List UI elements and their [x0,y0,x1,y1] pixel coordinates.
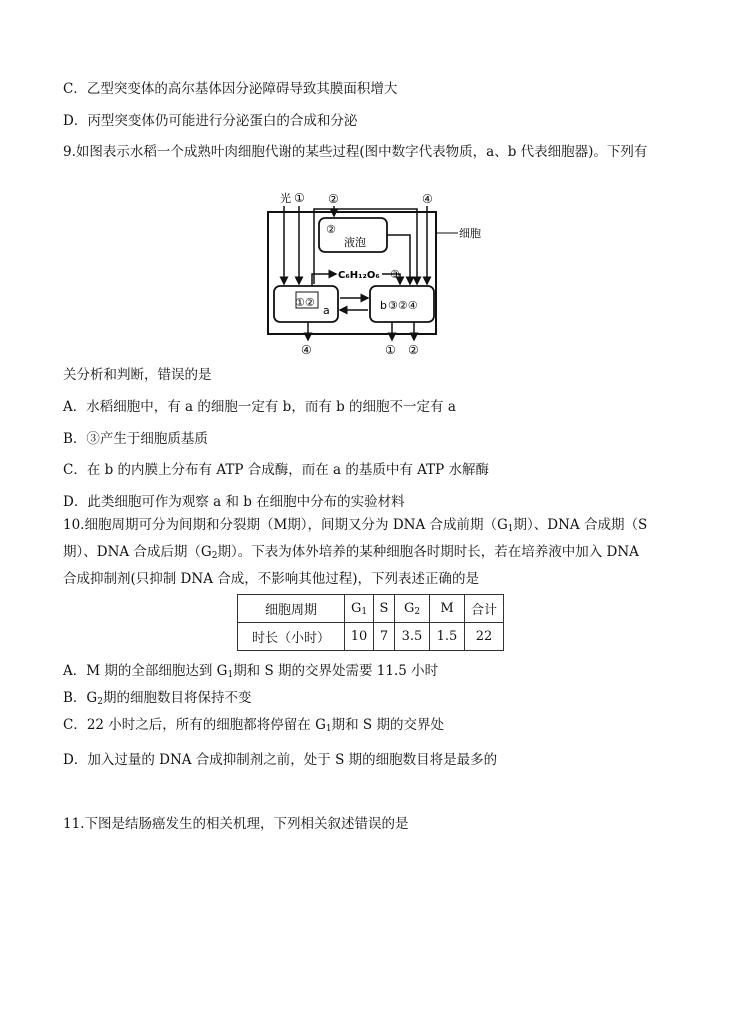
substance-4-bottom: ④ [301,343,312,357]
light-label: 光 [280,192,291,205]
option-a-q9: A．水稻细胞中，有 a 的细胞一定有 b，而有 b 的细胞不一定有 a [63,399,456,415]
substance-2-bottom: ② [408,343,419,357]
substance-2-top: ② [328,192,339,206]
table-row: 时长（小时） 10 7 3.5 1.5 22 [238,623,504,651]
organelle-a-label: a [323,304,330,317]
option-c-q9: C．在 b 的内膜上分布有 ATP 合成酶，而在 a 的基质中有 ATP 水解酶 [63,462,490,478]
cell-metabolism-diagram [262,186,484,358]
organelle-b-label: b [380,299,387,312]
question-10-line1: 10.细胞周期可分为间期和分裂期（M期），间期又分为 DNA 合成前期（$G_1$期）、DNA 合成期（S [63,517,648,534]
substance-3-label: ③ [390,268,400,281]
vacuole-label: 液泡 [344,236,366,249]
question-11-stem: 11.下图是结肠癌发生的相关机理，下列相关叙述错误的是 [63,816,409,832]
option-a-q10: A．M 期的全部细胞达到 $G_1$期和 S 期的交界处需要 11.5 小时 [63,663,439,680]
question-9-stem-line2: 关分析和判断，错误的是 [63,367,212,383]
question-9-stem-line1: 9.如图表示水稻一个成熟叶肉细胞代谢的某些过程(图中数字代表物质，a、b 代表细胞器)。下列有 [63,144,648,160]
vacuole-substance-2: ② [326,223,336,236]
table-header-row: 细胞周期 $G_1$ S $G_2$ M 合计 [238,595,504,623]
organelle-b-substances: ③②④ [388,299,418,312]
cell-label: 细胞 [459,227,481,240]
glucose-label: C₆H₁₂O₆ [338,270,380,281]
substance-4-top: ④ [422,192,433,206]
question-10-line2: 期）、DNA 合成后期（$G_2$期）。下表为体外培养的某种细胞各时期时长，若在培养液中加入 DNA [63,544,639,561]
organelle-a-substances: ①② [295,296,315,309]
option-d-q8: D．丙型突变体仍可能进行分泌蛋白的合成和分泌 [63,113,358,129]
option-c-q8: C．乙型突变体的高尔基体因分泌障碍导致其膜面积增大 [63,81,398,97]
option-d-q10: D．加入过量的 DNA 合成抑制剂之前，处于 S 期的细胞数目将是最多的 [63,752,498,768]
cell-cycle-table [237,594,504,651]
substance-1-bottom: ① [385,343,396,357]
option-b-q10: B．$G_2$期的细胞数目将保持不变 [63,690,252,707]
option-d-q9: D．此类细胞可作为观察 a 和 b 在细胞中分布的实验材料 [63,494,405,510]
option-b-q9: B．③产生于细胞质基质 [63,431,208,447]
substance-1-top: ① [294,191,305,205]
option-c-q10: C．22 小时之后，所有的细胞都将停留在 $G_1$期和 S 期的交界处 [63,717,444,734]
question-10-line3: 合成抑制剂(只抑制 DNA 合成，不影响其他过程)，下列表述正确的是 [63,571,480,587]
